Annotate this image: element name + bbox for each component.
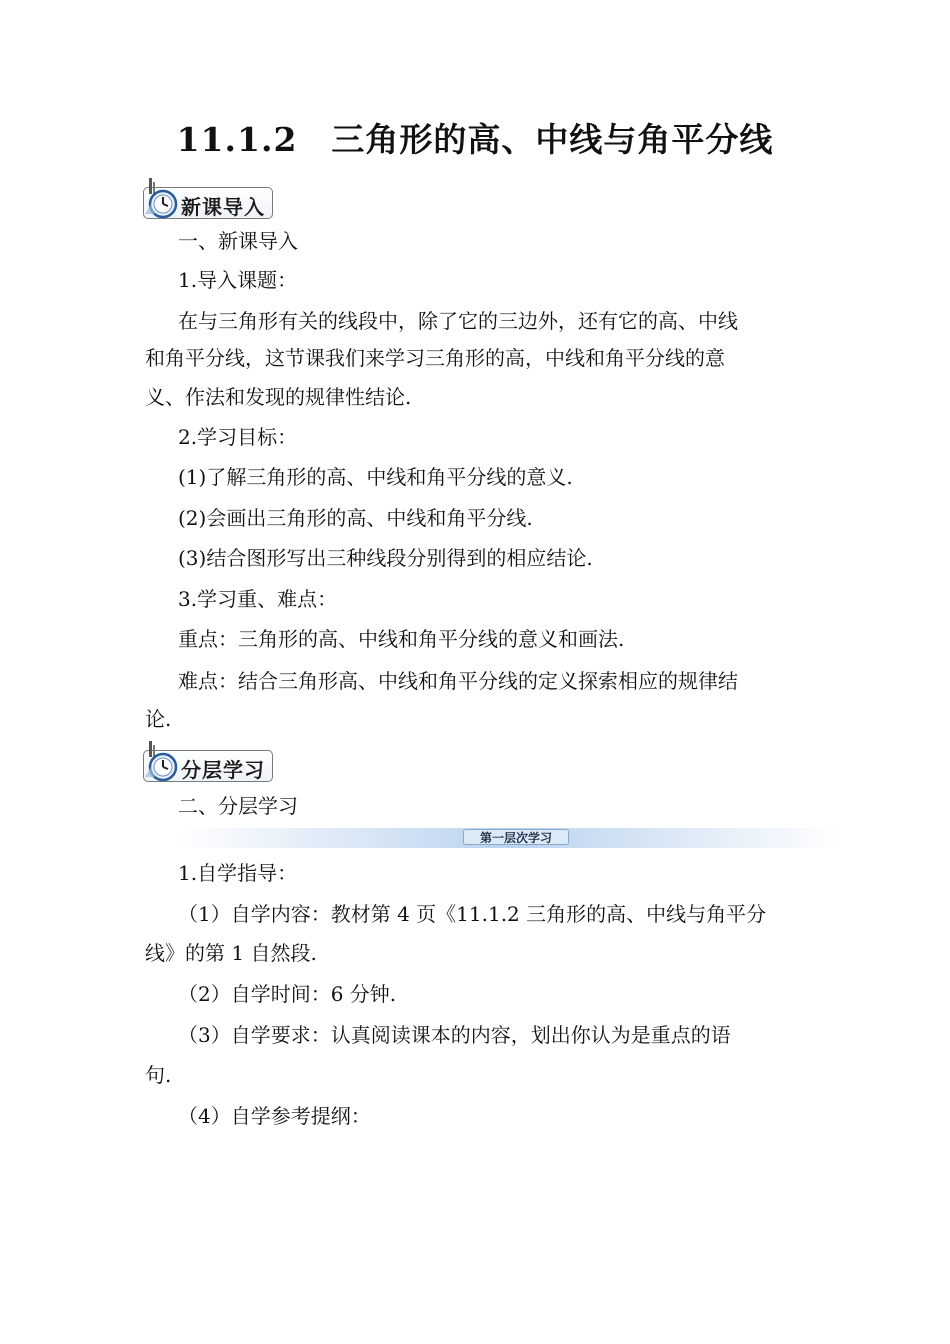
difficulty-line: 难点：结合三角形高、中线和角平分线的定义探索相应的规律结 xyxy=(178,669,738,693)
badge-label: 新课导入 xyxy=(181,195,265,219)
section-badge-intro xyxy=(143,182,275,220)
intro-heading: 一、新课导入 xyxy=(178,229,298,253)
section-badge-layer xyxy=(143,745,275,783)
goals-heading: 2.学习目标： xyxy=(178,425,298,449)
page-title: 11.1.2 三角形的高、中线与角平分线 xyxy=(176,120,774,159)
time-line: （2）自学时间：6 分钟. xyxy=(178,982,397,1006)
clock-icon xyxy=(143,739,183,783)
goal-item: (1)了解三角形的高、中线和角平分线的意义. xyxy=(178,465,573,489)
goal-item: (2)会画出三角形的高、中线和角平分线. xyxy=(178,506,533,530)
guide-heading: 1.自学指导： xyxy=(178,861,298,885)
topic-heading: 1.导入课题： xyxy=(178,268,298,292)
badge-label: 分层学习 xyxy=(181,758,265,782)
content-line: 线》的第 1 自然段. xyxy=(145,941,317,965)
topic-line: 和角平分线，这节课我们来学习三角形的高，中线和角平分线的意 xyxy=(145,346,725,370)
key-heading: 3.学习重、难点： xyxy=(178,587,338,611)
topic-line: 义、作法和发现的规律性结论. xyxy=(145,385,412,409)
requirement-line: 句. xyxy=(145,1063,172,1087)
requirement-line: （3）自学要求：认真阅读课本的内容，划出你认为是重点的语 xyxy=(178,1023,731,1047)
layer-heading: 二、分层学习 xyxy=(178,794,298,818)
difficulty-line: 论. xyxy=(145,707,172,731)
layer-level-label: 第一层次学习 xyxy=(463,829,569,845)
content-line: （1）自学内容：教材第 4 页《11.1.2 三角形的高、中线与角平分 xyxy=(178,902,767,926)
outline-heading: （4）自学参考提纲： xyxy=(178,1104,371,1128)
key-point: 重点：三角形的高、中线和角平分线的意义和画法. xyxy=(178,627,625,651)
layer-level-bar xyxy=(178,828,843,848)
goal-item: (3)结合图形写出三种线段分别得到的相应结论. xyxy=(178,546,593,570)
clock-icon xyxy=(143,176,183,220)
topic-line: 在与三角形有关的线段中，除了它的三边外，还有它的高、中线 xyxy=(178,309,738,333)
